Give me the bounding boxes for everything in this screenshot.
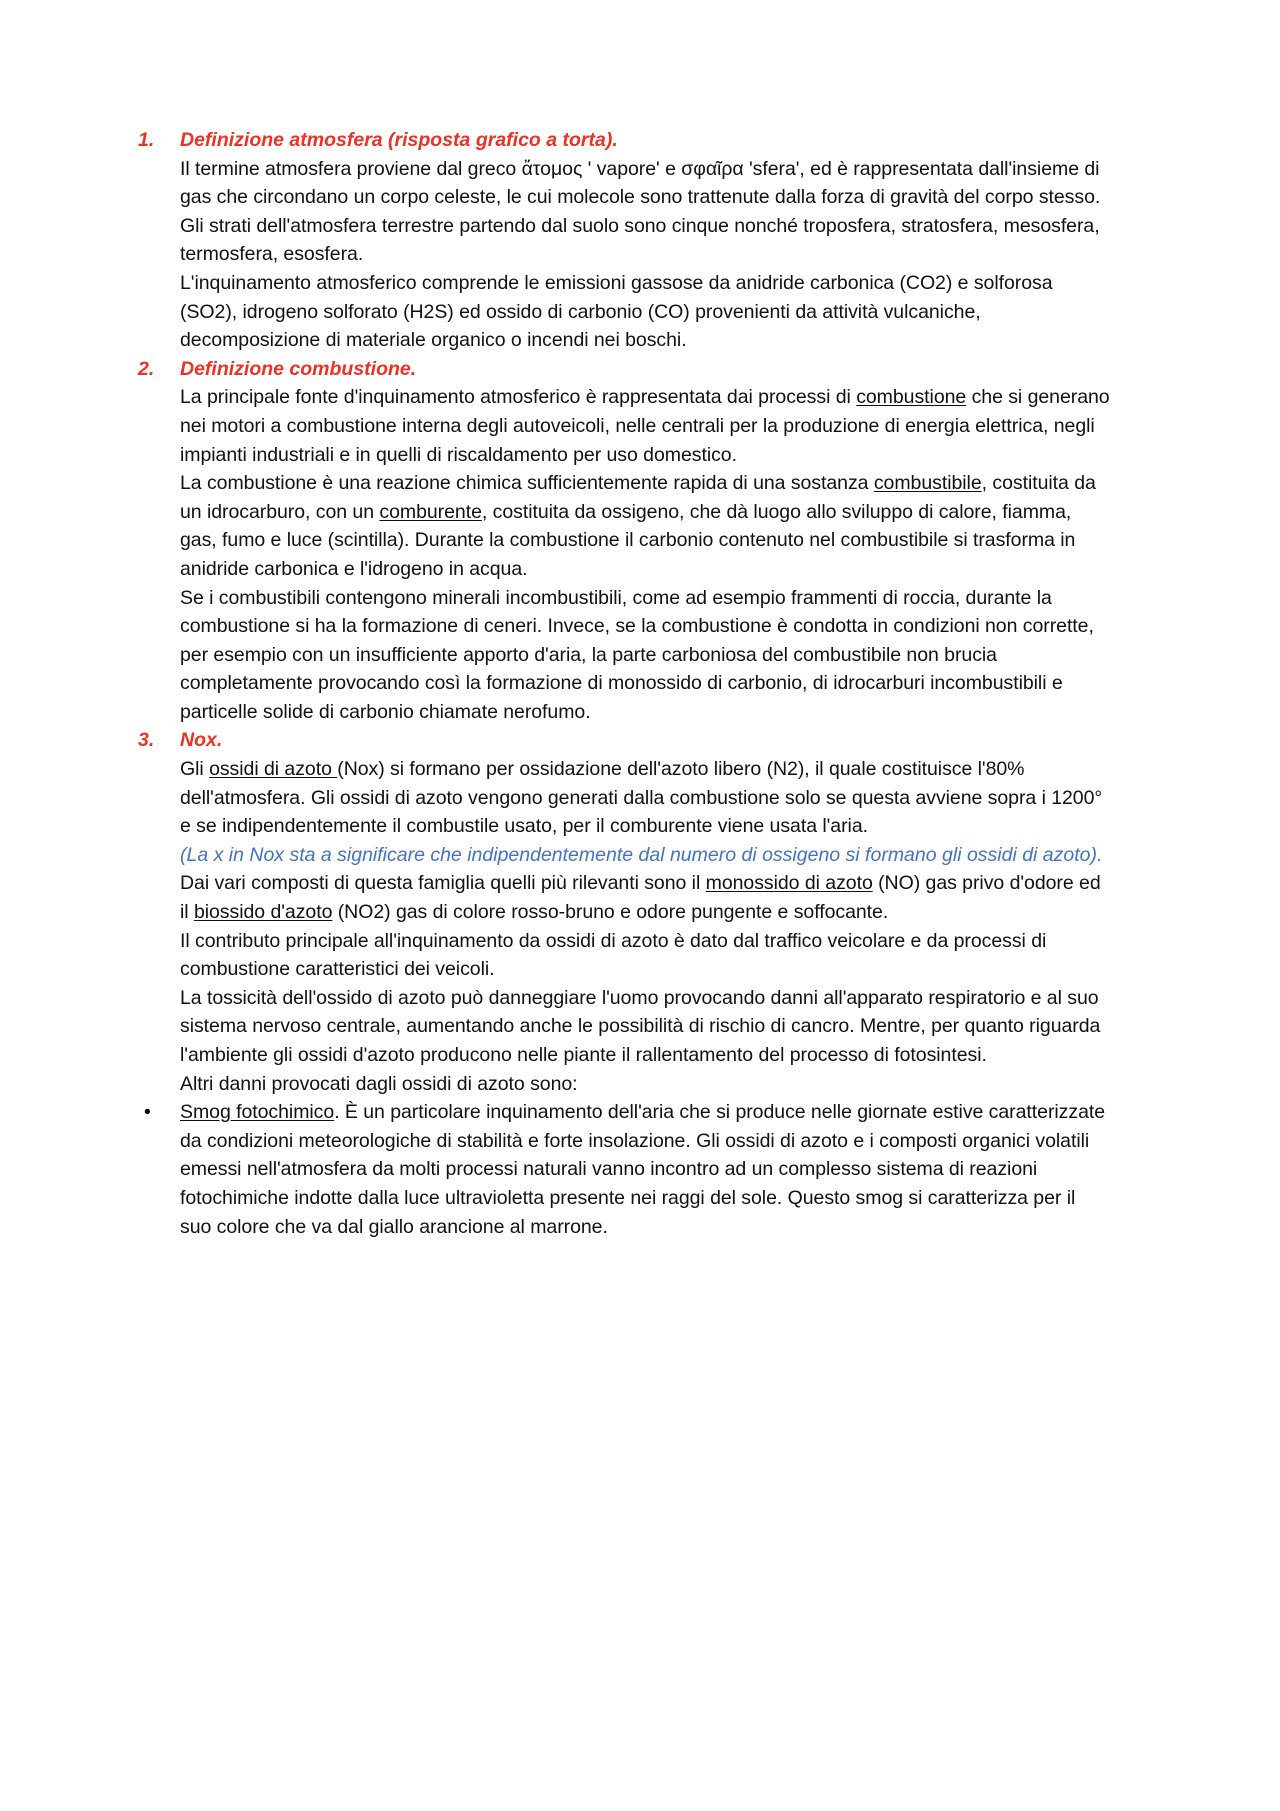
section-number: 2. [138, 357, 155, 380]
text-run: L'inquinamento atmosferico comprende le emissioni gassose da anidride carbonica (CO2) e solforosa (SO2), idrogeno solforato (H2S) ed ossido di carbonio (CO) provenienti da attività vulcaniche, decomposizione di materiale organico o incendi nei boschi. [180, 271, 1053, 352]
section-number: 1. [138, 129, 155, 151]
body-paragraph [180, 269, 1110, 355]
body-paragraph [180, 869, 1110, 926]
section-heading: Nox. [180, 729, 223, 752]
numbered-section-list [136, 126, 1110, 1098]
note-paragraph [180, 841, 1110, 870]
emphasized-term: biossido d'azoto [193, 901, 333, 924]
text-run: , costituita da ossigeno, che dà luogo allo sviluppo di calore, fiamma, gas, fumo e luce (scintilla). Durante la combustione il carbonio contenuto nel combustibile si trasforma in anidride carbonica e l'idrogeno in acqua. [180, 500, 1076, 580]
bullet-list-item [136, 1098, 1110, 1241]
document-content [136, 126, 1110, 1241]
body-paragraph [180, 155, 1110, 269]
body-paragraph [180, 383, 1110, 469]
text-run: (Nox) si formano per ossidazione dell'azoto libero (N2), il quale costituisce l'80% dell'atmosfera. Gli ossidi di azoto vengono generati dalla combustione solo se questa avviene sopra i 1200° e se indipendentemente il combustile usato, per il comburente viene usata l'aria. [180, 758, 1103, 838]
text-run: La combustione è una reazione chimica sufficientemente rapida di una sostanza [180, 472, 874, 495]
emphasized-term: ossidi di azoto [209, 758, 338, 781]
body-paragraph [180, 1070, 1110, 1099]
text-run: Gli [180, 758, 210, 781]
text-run: (NO2) gas di colore rosso-bruno e odore pungente e soffocante. [332, 901, 889, 924]
text-run: Se i combustibili contengono minerali incombustibili, come ad esempio frammenti di roccia, durante la combustione si ha la formazione di ceneri. Invece, se la combustione è condotta in condizioni non corrette, per esempio con un insufficiente apporto d'aria, la parte carboniosa del combustibile non brucia completamente provocando così la formazione di monossido di carbonio, di idrocarburi incombustibili e particelle solide di carbonio chiamate nerofumo. [180, 586, 1094, 723]
text-run: che si generano nei motori a combustione interna degli autoveicoli, nelle centrali per la produzione di energia elettrica, negli impianti industriali e in quelli di riscaldamento per uso domestico. [180, 386, 1110, 466]
section-heading: Definizione combustione. [180, 357, 417, 380]
bullet-marker-icon: • [144, 1101, 151, 1124]
text-run: (La x in Nox sta a significare che indipendentemente dal numero di ossigeno si formano gli ossidi di azoto). [180, 843, 1103, 866]
body-paragraph [180, 927, 1110, 984]
emphasized-term: comburente [379, 500, 482, 523]
text-run: Dai vari composti di questa famiglia quelli più rilevanti sono il [180, 872, 706, 895]
text-run: La principale fonte d'inquinamento atmosferico è rappresentata dai processi di [180, 386, 857, 409]
text-run: Altri danni provocati dagli ossidi di azoto sono: [180, 1072, 578, 1095]
text-run: (NO) gas privo d'odore ed il [180, 872, 1101, 924]
emphasized-term: combustibile [873, 472, 982, 495]
body-paragraph [180, 584, 1110, 727]
emphasized-term: Smog fotochimico [180, 1101, 335, 1124]
section-heading: Definizione atmosfera (risposta grafico a torta). [180, 129, 618, 151]
body-paragraph [180, 469, 1110, 583]
numbered-section [136, 126, 1110, 355]
bullet-paragraph [180, 1098, 1110, 1241]
emphasized-term: combustione [856, 386, 967, 409]
emphasized-term: monossido di azoto [705, 872, 873, 895]
body-paragraph [180, 755, 1110, 841]
body-paragraph [180, 984, 1110, 1070]
text-run: Il termine atmosfera proviene dal greco ἄτομος ' vapore' e σφαῖρα 'sfera', ed è rappresentata dall'insieme di gas che circondano un corpo celeste, le cui molecole sono trattenute dalla forza di gravità del corpo stesso. Gli strati dell'atmosfera terrestre partendo dal suolo sono cinque nonché troposfera, stratosfera, mesosfera, termosfera, esosfera. [180, 157, 1101, 266]
text-run: , costituita da un idrocarburo, con un [180, 472, 1096, 523]
text-run: . È un particolare inquinamento dell'aria che si produce nelle giornate estive caratterizzate da condizioni meteorologiche di stabilità e forte insolazione. Gli ossidi di azoto e i composti organici volatili emessi nell'atmosfera da molti processi naturali vanno incontro ad un complesso sistema di reazioni fotochimiche indotte dalla luce ultravioletta presente nei raggi del sole. Questo smog si caratterizza per il suo colore che va dal giallo arancione al marrone. [180, 1101, 1106, 1238]
numbered-section [136, 355, 1110, 727]
section-number: 3. [138, 729, 155, 752]
text-run: La tossicità dell'ossido di azoto può danneggiare l'uomo provocando danni all'apparato respiratorio e al suo sistema nervoso centrale, aumentando anche le possibilità di rischio di cancro. Mentre, per quanto riguarda l'ambiente gli ossidi d'azoto producono nelle piante il rallentamento del processo di fotosintesi. [180, 986, 1101, 1066]
text-run: Il contributo principale all'inquinamento da ossidi di azoto è dato dal traffico veicolare e da processi di combustione caratteristici dei veicoli. [180, 929, 1047, 981]
numbered-section [136, 726, 1110, 1098]
